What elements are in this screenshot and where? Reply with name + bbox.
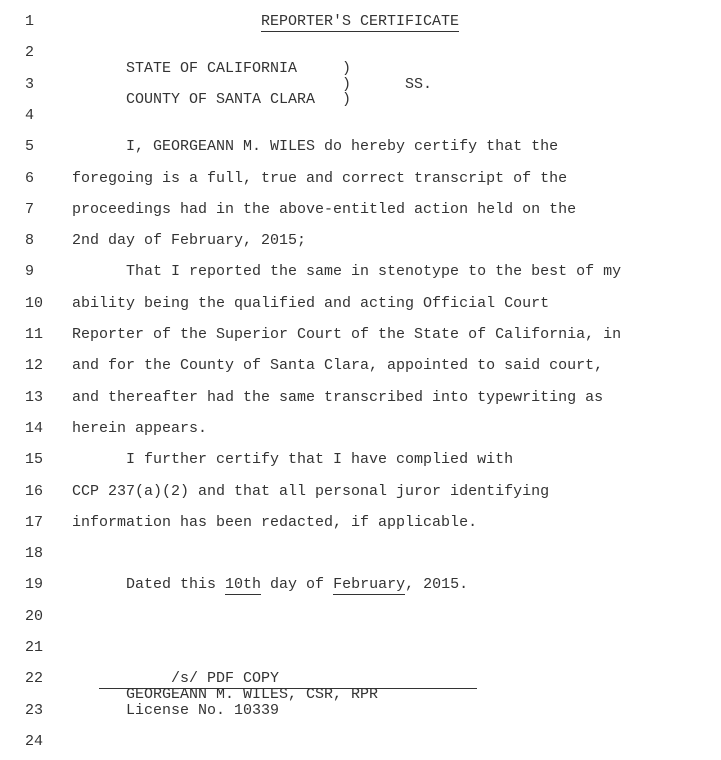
line-text	[72, 451, 513, 469]
line-number: 3	[25, 76, 35, 93]
line-number: 23	[25, 702, 44, 719]
transcript-row	[0, 514, 721, 532]
dated-row	[0, 576, 721, 594]
line-text	[72, 702, 279, 720]
transcript-row	[0, 263, 721, 281]
line-text	[72, 232, 306, 250]
line-text	[72, 201, 576, 219]
line-text	[72, 170, 567, 188]
plain-text: I further certify that I have complied with	[72, 451, 514, 468]
plain-text: ) SS.	[72, 76, 433, 93]
line-number: 19	[25, 576, 44, 593]
plain-text: and for the County of Santa Clara, appointed to said court,	[72, 357, 604, 374]
transcript-row	[0, 545, 721, 563]
line-text	[72, 263, 621, 281]
line-text	[72, 13, 459, 31]
plain-text: 2nd day of February, 2015;	[72, 232, 307, 249]
underlined-text: 10th	[225, 576, 262, 593]
line-number: 5	[25, 138, 35, 155]
line-number: 20	[25, 608, 44, 625]
line-number: 18	[25, 545, 44, 562]
plain-text: day of	[261, 576, 334, 593]
line-number: 7	[25, 201, 35, 218]
plain-text	[72, 13, 261, 30]
line-text	[72, 326, 621, 344]
transcript-row	[0, 733, 721, 751]
plain-text: information has been redacted, if applicable.	[72, 514, 478, 531]
line-number: 11	[25, 326, 44, 343]
plain-text: CCP 237(a)(2) and that all personal juror identifying	[72, 483, 550, 500]
line-text	[72, 138, 558, 156]
transcript-row	[0, 389, 721, 407]
line-text	[72, 389, 603, 407]
line-number: 10	[25, 295, 44, 312]
transcript-row	[0, 420, 721, 438]
underlined-text: /s/ PDF COPY	[99, 670, 478, 687]
line-number: 24	[25, 733, 44, 750]
line-text	[72, 357, 603, 375]
plain-text: I, GEORGEANN M. WILES do hereby certify that the	[72, 138, 559, 155]
line-text	[72, 420, 207, 438]
line-text	[72, 514, 477, 532]
plain-text: That I reported the same in stenotype to the best of my	[72, 263, 622, 280]
underlined-text: February	[333, 576, 406, 593]
transcript-row	[0, 357, 721, 375]
transcript-row	[0, 138, 721, 156]
line-number: 14	[25, 420, 44, 437]
transcript-row	[0, 326, 721, 344]
line-number: 1	[25, 13, 35, 30]
plain-text: License No. 10339	[72, 702, 280, 719]
line-text	[72, 483, 549, 501]
line-number: 12	[25, 357, 44, 374]
plain-text: foregoing is a full, true and correct transcript of the	[72, 170, 568, 187]
line-number: 2	[25, 44, 35, 61]
plain-text: , 2015.	[405, 576, 469, 593]
underlined-text: REPORTER'S CERTIFICATE	[261, 13, 460, 30]
line-text	[72, 576, 468, 594]
line-text	[72, 295, 549, 313]
line-number: 17	[25, 514, 44, 531]
plain-text: proceedings had in the above-entitled action held on the	[72, 201, 577, 218]
line-number: 8	[25, 232, 35, 249]
plain-text: STATE OF CALIFORNIA )	[72, 60, 352, 77]
plain-text: COUNTY OF SANTA CLARA )	[72, 91, 352, 108]
line-number: 22	[25, 670, 44, 687]
transcript-row	[0, 107, 721, 125]
license-row	[0, 702, 721, 720]
line-number: 13	[25, 389, 44, 406]
transcript-row	[0, 608, 721, 626]
plain-text: ability being the qualified and acting Official Court	[72, 295, 550, 312]
line-number: 6	[25, 170, 35, 187]
line-number: 15	[25, 451, 44, 468]
plain-text	[72, 670, 99, 687]
plain-text: Dated this	[72, 576, 226, 593]
line-number: 9	[25, 263, 35, 280]
transcript-row	[0, 639, 721, 657]
certificate-title-row	[0, 13, 721, 31]
plain-text: Reporter of the Superior Court of the State of California, in	[72, 326, 622, 343]
transcript-row	[0, 483, 721, 501]
line-number: 16	[25, 483, 44, 500]
plain-text: herein appears.	[72, 420, 208, 437]
plain-text: GEORGEANN M. WILES, CSR, RPR	[72, 686, 379, 703]
line-number: 4	[25, 107, 35, 124]
transcript-row	[0, 451, 721, 469]
plain-text: and thereafter had the same transcribed into typewriting as	[72, 389, 604, 406]
transcript-row	[0, 295, 721, 313]
transcript-row	[0, 201, 721, 219]
line-number: 21	[25, 639, 44, 656]
transcript-row	[0, 232, 721, 250]
transcript-row	[0, 170, 721, 188]
